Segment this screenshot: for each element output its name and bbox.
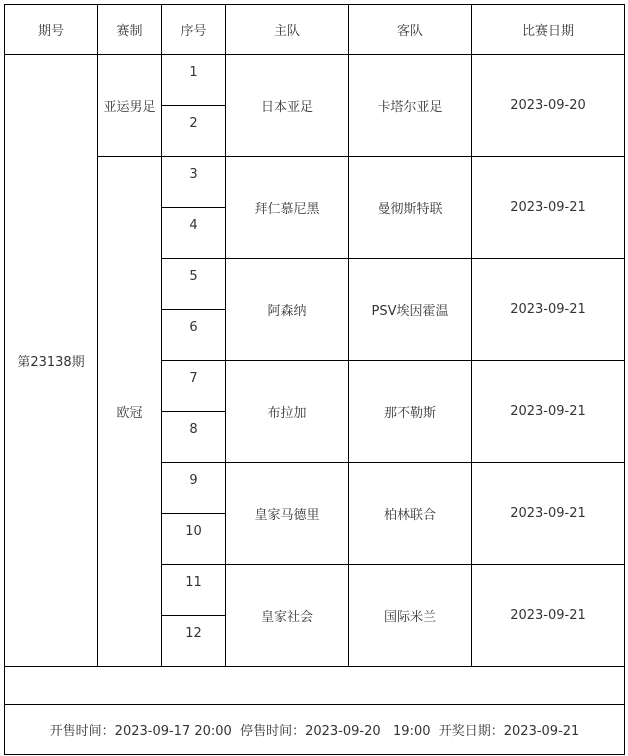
schedule-table	[4, 4, 625, 755]
index-cell: 11	[162, 565, 226, 616]
header-row	[5, 5, 625, 55]
away-team-cell: 那不勒斯	[349, 361, 472, 463]
empty-cell	[5, 667, 625, 705]
date-cell: 2023-09-21	[472, 259, 625, 361]
index-cell: 1	[162, 55, 226, 106]
index-cell: 3	[162, 157, 226, 208]
index-cell: 6	[162, 310, 226, 361]
home-team-cell: 阿森纳	[226, 259, 349, 361]
header-issue: 期号	[5, 5, 98, 55]
home-team-cell: 皇家马德里	[226, 463, 349, 565]
away-team-cell: 卡塔尔亚足	[349, 55, 472, 157]
header-away: 客队	[349, 5, 472, 55]
index-cell: 4	[162, 208, 226, 259]
index-cell: 5	[162, 259, 226, 310]
index-cell: 8	[162, 412, 226, 463]
away-team-cell: 曼彻斯特联	[349, 157, 472, 259]
date-cell: 2023-09-21	[472, 565, 625, 667]
home-team-cell: 拜仁慕尼黑	[226, 157, 349, 259]
issue-cell: 第23138期	[5, 55, 98, 667]
home-team-cell: 布拉加	[226, 361, 349, 463]
competition-cell: 亚运男足	[98, 55, 162, 157]
empty-row	[5, 667, 625, 705]
competition-cell: 欧冠	[98, 157, 162, 667]
sale-info-text: 开售时间：2023-09-17 20:00 停售时间：2023-09-20 19:00 开奖日期：2023-09-21	[49, 724, 580, 739]
index-cell: 12	[162, 616, 226, 667]
index-cell: 7	[162, 361, 226, 412]
index-cell: 2	[162, 106, 226, 157]
footer-row	[5, 705, 625, 755]
home-team-cell: 皇家社会	[226, 565, 349, 667]
header-home: 主队	[226, 5, 349, 55]
table-row	[5, 157, 625, 208]
table-row	[5, 55, 625, 106]
header-competition: 赛制	[98, 5, 162, 55]
date-cell: 2023-09-21	[472, 463, 625, 565]
date-cell: 2023-09-20	[472, 55, 625, 157]
away-team-cell: 国际米兰	[349, 565, 472, 667]
index-cell: 10	[162, 514, 226, 565]
away-team-cell: 柏林联合	[349, 463, 472, 565]
away-team-cell: PSV埃因霍温	[349, 259, 472, 361]
home-team-cell: 日本亚足	[226, 55, 349, 157]
date-cell: 2023-09-21	[472, 361, 625, 463]
header-index: 序号	[162, 5, 226, 55]
date-cell: 2023-09-21	[472, 157, 625, 259]
index-cell: 9	[162, 463, 226, 514]
sale-info-cell	[5, 705, 625, 755]
header-date: 比赛日期	[472, 5, 625, 55]
